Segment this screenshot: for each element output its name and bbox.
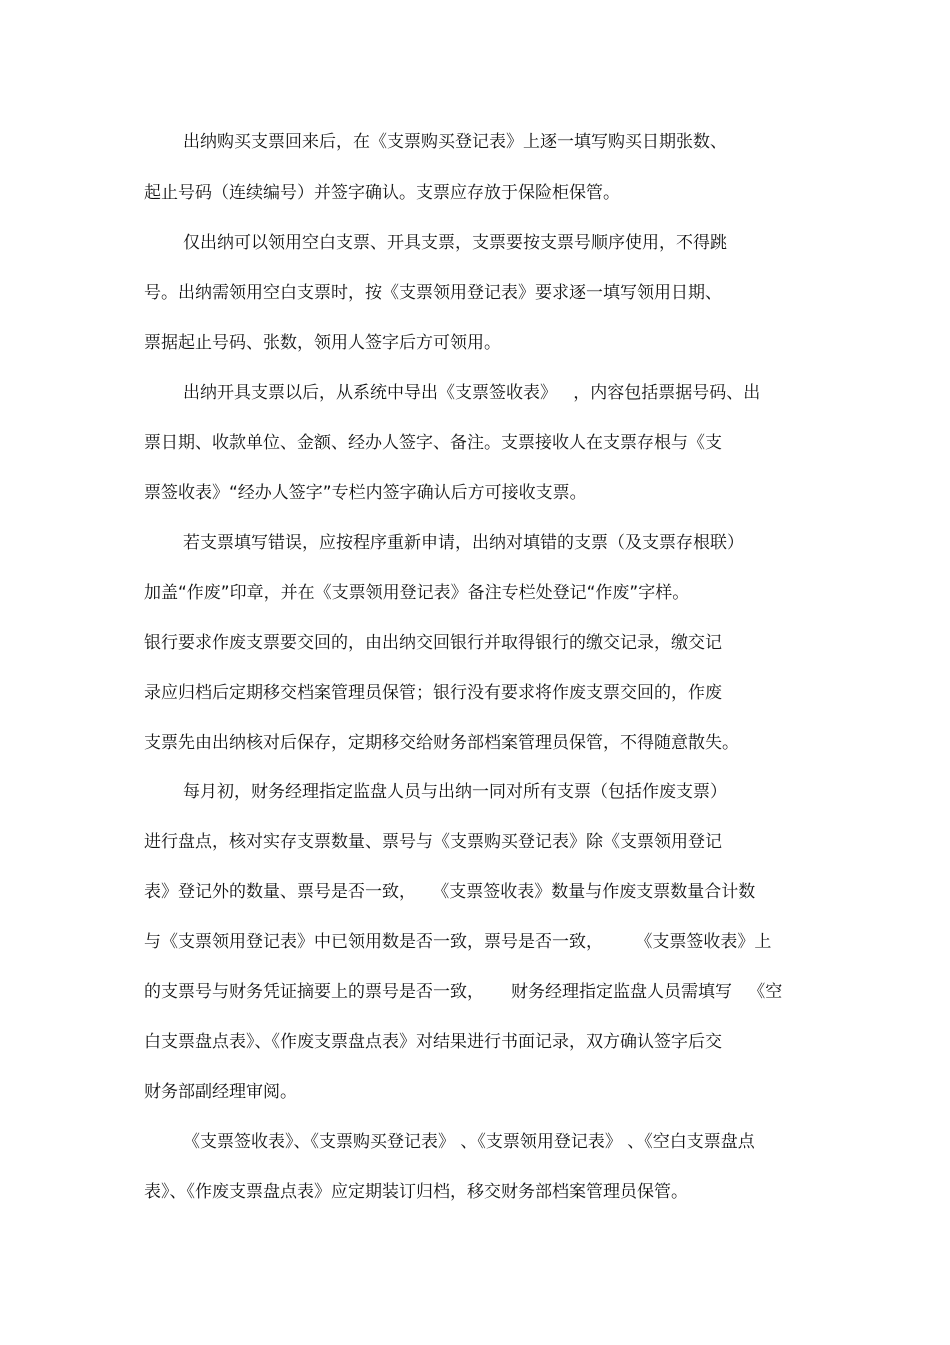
text-line: 《支票签收表》、《支票购买登记表》 、《支票领用登记表》 、《空白支票盘点 bbox=[183, 1132, 755, 1152]
text-line: 每月初，财务经理指定监盘人员与出纳一同对所有支票（包括作废支票） bbox=[183, 782, 727, 802]
text-line: 仅出纳可以领用空白支票、开具支票，支票要按支票号顺序使用，不得跳 bbox=[183, 233, 727, 253]
text-line: 起止号码（连续编号）并签字确认。支票应存放于保险柜保管。 bbox=[144, 183, 620, 203]
text-line: 若支票填写错误，应按程序重新申请，出纳对填错的支票（及支票存根联） bbox=[183, 533, 744, 553]
text-line: 白支票盘点表》、《作废支票盘点表》对结果进行书面记录，双方确认签字后交 bbox=[144, 1032, 722, 1052]
text-line: 加盖“作废”印章，并在《支票领用登记表》备注专栏处登记“作废”字样。 bbox=[144, 583, 690, 603]
text-line: 票日期、收款单位、金额、经办人签字、备注。支票接收人在支票存根与《支 bbox=[144, 433, 722, 453]
text-line: 进行盘点，核对实存支票数量、票号与《支票购买登记表》除《支票领用登记 bbox=[144, 832, 722, 852]
text-line: 财务部副经理审阅。 bbox=[144, 1082, 297, 1102]
text-line: 号。出纳需领用空白支票时，按《支票领用登记表》要求逐一填写领用日期、 bbox=[144, 283, 722, 303]
text-line: 的支票号与财务凭证摘要上的票号是否一致， 财务经理指定监盘人员需填写 《空 bbox=[144, 982, 783, 1002]
text-line: 与《支票领用登记表》中已领用数是否一致，票号是否一致， 《支票签收表》上 bbox=[144, 932, 772, 952]
text-line: 出纳购买支票回来后，在《支票购买登记表》上逐一填写购买日期张数、 bbox=[183, 132, 727, 152]
text-line: 票签收表》“经办人签字”专栏内签字确认后方可接收支票。 bbox=[144, 483, 587, 503]
text-line: 票据起止号码、张数，领用人签字后方可领用。 bbox=[144, 333, 501, 353]
text-line: 银行要求作废支票要交回的，由出纳交回银行并取得银行的缴交记录，缴交记 bbox=[144, 633, 722, 653]
text-line: 表》、《作废支票盘点表》应定期装订归档，移交财务部档案管理员保管。 bbox=[144, 1182, 688, 1202]
text-line: 表》登记外的数量、票号是否一致， 《支票签收表》数量与作废支票数量合计数 bbox=[144, 882, 756, 902]
text-line: 支票先由出纳核对后保存，定期移交给财务部档案管理员保管，不得随意散失。 bbox=[144, 733, 739, 753]
text-line: 录应归档后定期移交档案管理员保管；银行没有要求将作废支票交回的，作废 bbox=[144, 683, 722, 703]
text-line: 出纳开具支票以后，从系统中导出《支票签收表》 ，内容包括票据号码、出 bbox=[183, 383, 761, 403]
